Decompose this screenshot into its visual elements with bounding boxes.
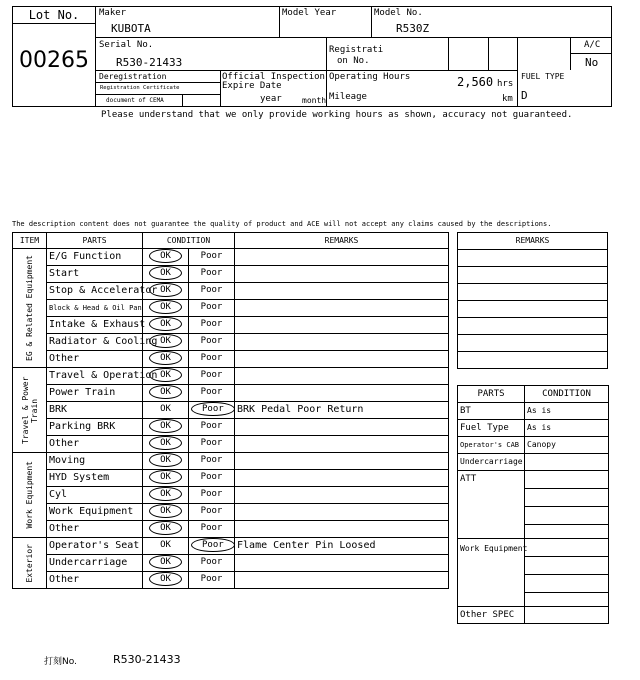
month-label: month xyxy=(302,96,327,105)
remarks-row xyxy=(458,267,608,284)
poor-label: Poor xyxy=(200,506,223,516)
year-label: year xyxy=(260,94,282,104)
ok-label: OK xyxy=(149,555,182,569)
work-equipment-spec-label: Work Equipment xyxy=(458,539,525,607)
model-year-label: Model Year xyxy=(282,8,337,18)
remark xyxy=(235,385,449,402)
poor-option xyxy=(189,487,235,504)
poor-label: Poor xyxy=(200,523,223,533)
remarks-row xyxy=(458,318,608,335)
remark xyxy=(235,572,449,589)
bt-label: BT xyxy=(458,403,525,420)
table-row xyxy=(13,419,449,436)
ok-option xyxy=(143,419,189,436)
ok-option xyxy=(143,521,189,538)
ok-option xyxy=(143,487,189,504)
undercarriage-label: Undercarriage xyxy=(458,454,525,471)
ok-label: OK xyxy=(160,540,171,550)
table-row xyxy=(13,351,449,368)
ok-option xyxy=(143,453,189,470)
part-name: Parking BRK xyxy=(47,419,143,436)
fuel-type-spec-value: As is xyxy=(525,420,609,437)
operator-cab-value: Canopy xyxy=(525,437,609,454)
ok-option xyxy=(143,266,189,283)
poor-label: Poor xyxy=(200,387,223,397)
table-row xyxy=(13,385,449,402)
part-name: Other xyxy=(47,351,143,368)
remarks-row xyxy=(458,335,608,352)
poor-option xyxy=(189,317,235,334)
part-name: Intake & Exhaust xyxy=(47,317,143,334)
remark xyxy=(235,521,449,538)
remark xyxy=(235,504,449,521)
poor-label: Poor xyxy=(200,285,223,295)
inspection-label: Official Inspection xyxy=(222,72,325,82)
remark xyxy=(235,368,449,385)
ac-label: A/C xyxy=(584,40,601,50)
ok-label: OK xyxy=(149,385,182,399)
hrs-label: hrs xyxy=(497,79,514,89)
model-no-label: Model No. xyxy=(374,8,423,18)
poor-option xyxy=(189,266,235,283)
operator-cab-label: Operator's CAB xyxy=(458,437,525,454)
remark xyxy=(235,487,449,504)
remark xyxy=(235,317,449,334)
ok-option xyxy=(143,283,189,300)
ok-option xyxy=(143,351,189,368)
ok-option xyxy=(143,555,189,572)
part-name: Stop & Accelerator xyxy=(47,283,143,300)
remark xyxy=(235,436,449,453)
ok-label: OK xyxy=(160,404,171,414)
remark xyxy=(235,249,449,266)
other-spec-label: Other SPEC xyxy=(458,607,525,624)
mileage-label: Mileage xyxy=(329,92,367,102)
table-row xyxy=(13,538,449,555)
ok-label: OK xyxy=(149,419,182,433)
registration-label-2: on No. xyxy=(337,56,370,66)
ok-option xyxy=(143,300,189,317)
inspection-label-2: Expire Date xyxy=(222,81,282,91)
serial-value: R530-21433 xyxy=(116,56,183,69)
poor-label: Poor xyxy=(200,268,223,278)
poor-option xyxy=(189,436,235,453)
table-row xyxy=(13,470,449,487)
part-name: HYD System xyxy=(47,470,143,487)
spec-condition-header: CONDITION xyxy=(525,386,609,403)
ok-option xyxy=(143,436,189,453)
registration-certificate-label: Registration Certificate xyxy=(100,85,180,91)
poor-label: Poor xyxy=(200,421,223,431)
table-row xyxy=(13,436,449,453)
spec-table xyxy=(457,385,609,624)
poor-label: Poor xyxy=(200,370,223,380)
ok-label: OK xyxy=(149,300,182,314)
ok-label: OK xyxy=(149,436,182,450)
ok-label: OK xyxy=(149,351,182,365)
remark xyxy=(235,453,449,470)
table-row xyxy=(13,334,449,351)
poor-option xyxy=(189,504,235,521)
ok-label: OK xyxy=(149,249,182,263)
ok-label: OK xyxy=(149,453,182,467)
table-row xyxy=(13,453,449,470)
ok-option xyxy=(143,402,189,419)
group-label: Travel & Power Train xyxy=(20,376,39,444)
part-name: Travel & Operation xyxy=(47,368,143,385)
ok-label: OK xyxy=(149,283,182,297)
ok-option xyxy=(143,368,189,385)
operating-hours-value: 2,560 xyxy=(457,75,494,89)
group-label: Work Equipment xyxy=(25,461,34,529)
part-name: Cyl xyxy=(47,487,143,504)
ok-option xyxy=(143,538,189,555)
poor-option xyxy=(189,470,235,487)
group-label: EG & Related Equipment xyxy=(25,255,34,361)
part-name: Start xyxy=(47,266,143,283)
remarks-row xyxy=(458,352,608,369)
poor-label: Poor xyxy=(200,438,223,448)
table-row xyxy=(13,283,449,300)
poor-label: Poor xyxy=(200,251,223,261)
table-row xyxy=(13,300,449,317)
part-name: Other xyxy=(47,572,143,589)
poor-label: Poor xyxy=(191,402,235,416)
spec-parts-header: PARTS xyxy=(458,386,525,403)
km-label: km xyxy=(502,94,513,104)
table-row xyxy=(13,504,449,521)
ok-option xyxy=(143,470,189,487)
remarks-row xyxy=(458,250,608,267)
lot-number: 00265 xyxy=(19,48,89,73)
poor-label: Poor xyxy=(200,302,223,312)
serial-label: Serial No. xyxy=(99,40,154,50)
poor-label: Poor xyxy=(200,489,223,499)
ok-option xyxy=(143,317,189,334)
poor-label: Poor xyxy=(191,538,235,552)
poor-option xyxy=(189,521,235,538)
ok-option xyxy=(143,249,189,266)
poor-label: Poor xyxy=(200,574,223,584)
part-name: Operator's Seat xyxy=(47,538,143,555)
group-label: Exterior xyxy=(25,543,34,583)
remark xyxy=(235,283,449,300)
poor-label: Poor xyxy=(200,472,223,482)
table-row xyxy=(13,572,449,589)
att-label: ATT xyxy=(458,471,525,539)
parts-header: PARTS xyxy=(47,233,143,249)
disclaimer: The description content does not guarantee the quality of product and ACE will not accept any claims caused by the descriptions. xyxy=(12,220,552,228)
poor-option xyxy=(189,249,235,266)
item-header: ITEM xyxy=(13,233,47,249)
remark: Flame Center Pin Loosed xyxy=(235,538,449,555)
table-row xyxy=(13,368,449,385)
hours-notice: Please understand that we only provide working hours as shown, accuracy not guaranteed. xyxy=(101,110,573,120)
part-name: Work Equipment xyxy=(47,504,143,521)
right-remarks-table xyxy=(457,232,608,369)
poor-label: Poor xyxy=(200,455,223,465)
part-name: Undercarriage xyxy=(47,555,143,572)
table-row xyxy=(13,555,449,572)
model-no-value: R530Z xyxy=(396,22,430,35)
operating-hours-label: Operating Hours xyxy=(329,72,411,82)
poor-option xyxy=(189,572,235,589)
poor-option xyxy=(189,283,235,300)
ok-label: OK xyxy=(149,266,182,280)
maker-label: Maker xyxy=(99,8,127,18)
table-row xyxy=(13,249,449,266)
ok-option xyxy=(143,572,189,589)
ok-label: OK xyxy=(149,572,182,586)
condition-header: CONDITION xyxy=(143,233,235,249)
poor-option xyxy=(189,419,235,436)
poor-label: Poor xyxy=(200,336,223,346)
remark xyxy=(235,266,449,283)
condition-table xyxy=(12,232,449,589)
remark xyxy=(235,351,449,368)
lot-box xyxy=(12,6,96,107)
table-row xyxy=(13,487,449,504)
part-name: E/G Function xyxy=(47,249,143,266)
poor-label: Poor xyxy=(200,353,223,363)
remark xyxy=(235,334,449,351)
poor-option xyxy=(189,538,235,555)
remark: BRK Pedal Poor Return xyxy=(235,402,449,419)
remark xyxy=(235,470,449,487)
stamp-no-value: R530-21433 xyxy=(113,653,181,666)
part-name: Radiator & Cooling xyxy=(47,334,143,351)
poor-option xyxy=(189,385,235,402)
poor-option xyxy=(189,453,235,470)
poor-option xyxy=(189,368,235,385)
remarks-header: REMARKS xyxy=(235,233,449,249)
stamp-no-label: 打刻No. xyxy=(44,657,77,667)
ok-label: OK xyxy=(149,470,182,484)
registration-label: Registrati xyxy=(329,45,384,55)
poor-option xyxy=(189,334,235,351)
right-remarks-header: REMARKS xyxy=(458,233,608,250)
poor-label: Poor xyxy=(200,557,223,567)
table-row xyxy=(13,402,449,419)
ok-option xyxy=(143,385,189,402)
cema-label: document of CEMA xyxy=(106,97,164,104)
remark xyxy=(235,300,449,317)
fuel-type-value: D xyxy=(521,89,528,102)
lot-label: Lot No. xyxy=(13,7,95,24)
remarks-row xyxy=(458,301,608,318)
ok-label: OK xyxy=(149,317,182,331)
deregistration-label: Deregistration xyxy=(99,72,167,81)
part-name: Other xyxy=(47,521,143,538)
part-name: Block & Head & Oil Pan xyxy=(47,300,143,317)
fuel-type-spec-label: Fuel Type xyxy=(458,420,525,437)
ok-label: OK xyxy=(149,334,182,348)
part-name: Moving xyxy=(47,453,143,470)
ac-value: No xyxy=(585,56,599,69)
maker-value: KUBOTA xyxy=(111,22,151,35)
ok-label: OK xyxy=(149,368,182,382)
part-name: Power Train xyxy=(47,385,143,402)
poor-label: Poor xyxy=(200,319,223,329)
part-name: Other xyxy=(47,436,143,453)
poor-option xyxy=(189,300,235,317)
part-name: BRK xyxy=(47,402,143,419)
ok-label: OK xyxy=(149,521,182,535)
ok-label: OK xyxy=(149,487,182,501)
table-row xyxy=(13,266,449,283)
ok-label: OK xyxy=(149,504,182,518)
table-row xyxy=(13,521,449,538)
remarks-row xyxy=(458,284,608,301)
ok-option xyxy=(143,334,189,351)
fuel-type-label: FUEL TYPE xyxy=(521,72,565,81)
remark xyxy=(235,419,449,436)
table-row xyxy=(13,317,449,334)
bt-value: As is xyxy=(525,403,609,420)
poor-option xyxy=(189,402,235,419)
poor-option xyxy=(189,351,235,368)
ok-option xyxy=(143,504,189,521)
remark xyxy=(235,555,449,572)
poor-option xyxy=(189,555,235,572)
